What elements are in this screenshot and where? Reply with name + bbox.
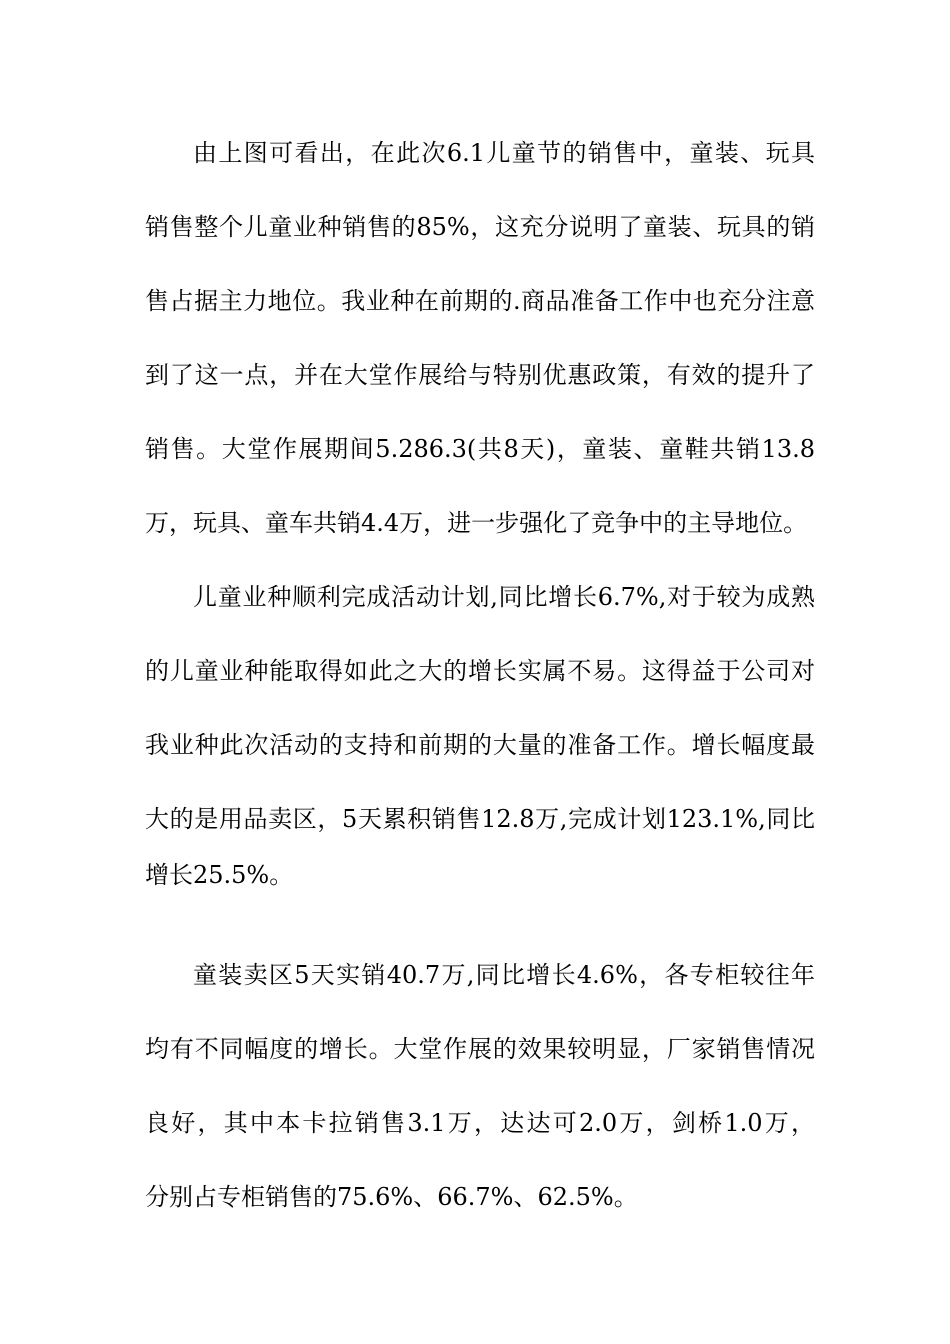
paragraph-3-line-4: 分别占专柜销售的75.6%、66.7%、62.5%。: [145, 1183, 638, 1211]
paragraph-3-line-3: 良好，其中本卡拉销售3.1万，达达可2.0万，剑桥1.0万，: [145, 1109, 815, 1137]
paragraph-2-line-3: 我业种此次活动的支持和前期的大量的准备工作。增长幅度最: [145, 731, 815, 759]
paragraph-2-line-2: 的儿童业种能取得如此之大的增长实属不易。这得益于公司对: [145, 657, 815, 685]
paragraph-2-line-1: 儿童业种顺利完成活动计划,同比增长6.7%,对于较为成熟: [193, 583, 815, 611]
paragraph-1-line-5: 销售。大堂作展期间5.286.3(共8天)，童装、童鞋共销13.8: [145, 435, 815, 463]
paragraph-1-line-1: 由上图可看出，在此次6.1儿童节的销售中，童装、玩具: [193, 139, 815, 167]
paragraph-1-line-6: 万，玩具、童车共销4.4万，进一步强化了竞争中的主导地位。: [145, 509, 808, 537]
paragraph-2-line-5: 增长25.5%。: [145, 861, 294, 889]
paragraph-2-line-4: 大的是用品卖区，5天累积销售12.8万,完成计划123.1%,同比: [145, 805, 815, 833]
paragraph-3-line-2: 均有不同幅度的增长。大堂作展的效果较明显，厂家销售情况: [145, 1035, 815, 1063]
paragraph-1-line-4: 到了这一点，并在大堂作展给与特别优惠政策，有效的提升了: [145, 361, 815, 389]
paragraph-1-line-3: 售占据主力地位。我业种在前期的.商品准备工作中也充分注意: [145, 287, 815, 315]
paragraph-3-line-1: 童装卖区5天实销40.7万,同比增长4.6%，各专柜较往年: [193, 961, 815, 989]
paragraph-1-line-2: 销售整个儿童业种销售的85%，这充分说明了童装、玩具的销: [145, 213, 815, 241]
